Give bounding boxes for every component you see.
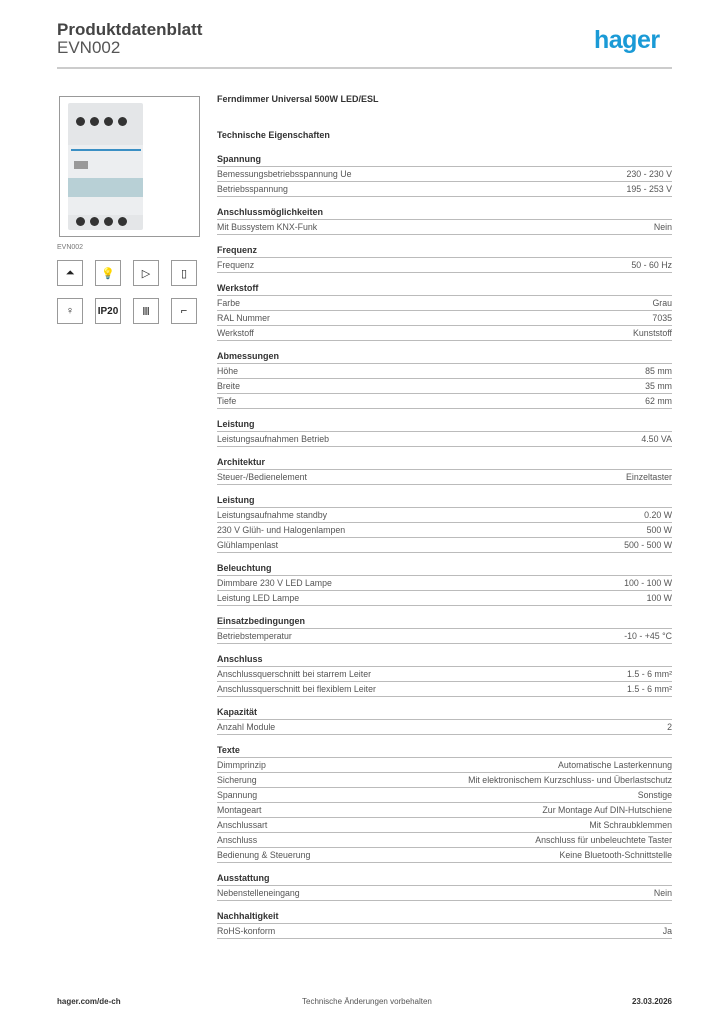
energy-saving-lamp-icon: ▯ xyxy=(171,260,197,286)
spec-value: 2 xyxy=(667,722,672,732)
spec-label: Anschluss xyxy=(217,835,258,845)
spec-value: 85 mm xyxy=(645,366,672,376)
spec-label: Bedienung & Steuerung xyxy=(217,850,311,860)
section-title: Nachhaltigkeit xyxy=(217,909,672,924)
spec-section xyxy=(217,455,672,485)
spec-value: 0.20 W xyxy=(644,510,672,520)
footer-date: 23.03.2026 xyxy=(631,997,672,1006)
spec-value: -10 - +45 °C xyxy=(624,631,672,641)
spec-value: Einzeltaster xyxy=(626,472,672,482)
spec-label: Anschlussart xyxy=(217,820,268,830)
section-title: Texte xyxy=(217,743,672,758)
spec-row xyxy=(217,508,672,523)
spec-value: 4.50 VA xyxy=(641,434,672,444)
spec-row xyxy=(217,667,672,682)
spec-value: 100 - 100 W xyxy=(624,578,672,588)
spec-value: Grau xyxy=(652,298,672,308)
product-title: Ferndimmer Universal 500W LED/ESL xyxy=(217,94,379,104)
spec-section xyxy=(217,652,672,697)
spec-section xyxy=(217,205,672,235)
spec-row xyxy=(217,576,672,591)
spec-row xyxy=(217,379,672,394)
spec-value: 50 - 60 Hz xyxy=(631,260,672,270)
spec-row xyxy=(217,167,672,182)
section-title: Werkstoff xyxy=(217,281,672,296)
spec-row xyxy=(217,773,672,788)
spec-value: 35 mm xyxy=(645,381,672,391)
spec-label: Bemessungsbetriebsspannung Ue xyxy=(217,169,352,179)
spec-row xyxy=(217,788,672,803)
spec-value: Keine Bluetooth-Schnittstelle xyxy=(559,850,672,860)
spec-section xyxy=(217,614,672,644)
spec-row xyxy=(217,886,672,901)
ip20-icon: IP20 xyxy=(95,298,121,324)
footer-note: Technische Änderungen vorbehalten xyxy=(302,997,432,1006)
spec-label: Anzahl Module xyxy=(217,722,276,732)
spec-section xyxy=(217,743,672,863)
spec-label: Glühlampenlast xyxy=(217,540,279,550)
spec-value: 7035 xyxy=(652,313,672,323)
spec-label: Anschlussquerschnitt bei starrem Leiter xyxy=(217,669,372,679)
spec-value: Nein xyxy=(653,222,672,232)
image-caption: EVN002 xyxy=(57,244,84,251)
spec-value: Nein xyxy=(653,888,672,898)
spec-label: Spannung xyxy=(217,790,258,800)
spec-value: Zur Montage Auf DIN-Hutschiene xyxy=(542,805,672,815)
spec-row xyxy=(217,833,672,848)
section-title: Abmessungen xyxy=(217,349,672,364)
section-title: Leistung xyxy=(217,417,672,432)
spec-row xyxy=(217,629,672,644)
spec-label: RoHS-konform xyxy=(217,926,276,936)
spec-value: Kunststoff xyxy=(633,328,672,338)
spec-label: Betriebsspannung xyxy=(217,184,288,194)
transformer-icon: ▷ xyxy=(133,260,159,286)
spec-label: Montageart xyxy=(217,805,262,815)
spec-row xyxy=(217,364,672,379)
spec-row xyxy=(217,758,672,773)
spec-row xyxy=(217,523,672,538)
spec-section xyxy=(217,417,672,447)
spec-label: Leistungsaufnahme standby xyxy=(217,510,328,520)
spec-label: RAL Nummer xyxy=(217,313,270,323)
spec-value: Mit Schraubklemmen xyxy=(589,820,672,830)
hager-logo: hager xyxy=(594,26,660,54)
spec-label: Leistung LED Lampe xyxy=(217,593,300,603)
section-title: Beleuchtung xyxy=(217,561,672,576)
device-illustration xyxy=(68,103,143,230)
spec-section xyxy=(217,705,672,735)
section-title: Ausstattung xyxy=(217,871,672,886)
ceiling-lamp-icon: ⏶ xyxy=(57,260,83,286)
spec-label: 230 V Glüh- und Halogenlampen xyxy=(217,525,346,535)
spec-row xyxy=(217,470,672,485)
spec-row xyxy=(217,311,672,326)
product-image xyxy=(59,96,200,237)
spec-section xyxy=(217,152,672,197)
section-title: Anschluss xyxy=(217,652,672,667)
section-title: Anschlussmöglichkeiten xyxy=(217,205,672,220)
spec-label: Betriebstemperatur xyxy=(217,631,292,641)
spec-label: Farbe xyxy=(217,298,240,308)
electronic-transformer-icon: Ⅲ xyxy=(133,298,159,324)
spec-value: Sonstige xyxy=(637,790,672,800)
spec-row xyxy=(217,182,672,197)
spec-row xyxy=(217,538,672,553)
push-button-icon: ⌐ xyxy=(171,298,197,324)
spec-row xyxy=(217,848,672,863)
spec-row xyxy=(217,258,672,273)
spec-row xyxy=(217,803,672,818)
spec-row xyxy=(217,432,672,447)
halogen-bulb-icon: 💡 xyxy=(95,260,121,286)
spec-row xyxy=(217,720,672,735)
section-title: Kapazität xyxy=(217,705,672,720)
tech-title: Technische Eigenschaften xyxy=(217,130,330,140)
spec-section xyxy=(217,243,672,273)
spec-value: 1.5 - 6 mm² xyxy=(627,684,672,694)
spec-value: 500 - 500 W xyxy=(624,540,672,550)
spec-label: Breite xyxy=(217,381,240,391)
spec-value: Automatische Lasterkennung xyxy=(558,760,672,770)
header-divider xyxy=(57,67,672,69)
spec-row xyxy=(217,326,672,341)
spec-label: Sicherung xyxy=(217,775,257,785)
spec-label: Steuer-/Bedienelement xyxy=(217,472,307,482)
spec-value: Ja xyxy=(662,926,672,936)
spec-value: Anschluss für unbeleuchtete Taster xyxy=(535,835,672,845)
spec-label: Dimmbare 230 V LED Lampe xyxy=(217,578,332,588)
spec-row xyxy=(217,924,672,939)
page-title: Produktdatenblatt xyxy=(57,20,203,39)
section-title: Leistung xyxy=(217,493,672,508)
spec-section xyxy=(217,493,672,553)
section-title: Einsatzbedingungen xyxy=(217,614,672,629)
spec-value: 100 W xyxy=(646,593,672,603)
spec-label: Leistungsaufnahmen Betrieb xyxy=(217,434,329,444)
bulb-icon: ♀ xyxy=(57,298,83,324)
spec-label: Werkstoff xyxy=(217,328,254,338)
spec-label: Höhe xyxy=(217,366,239,376)
spec-section xyxy=(217,281,672,341)
spec-section xyxy=(217,909,672,939)
spec-label: Dimmprinzip xyxy=(217,760,266,770)
article-number: EVN002 xyxy=(57,38,121,57)
spec-label: Frequenz xyxy=(217,260,255,270)
spec-value: 195 - 253 V xyxy=(626,184,672,194)
spec-section xyxy=(217,561,672,606)
spec-value: Mit elektronischem Kurzschluss- und Überlastschutz xyxy=(468,775,672,785)
spec-row xyxy=(217,591,672,606)
section-title: Spannung xyxy=(217,152,672,167)
spec-label: Tiefe xyxy=(217,396,237,406)
footer-website[interactable]: hager.com/de-ch xyxy=(57,997,121,1006)
section-title: Architektur xyxy=(217,455,672,470)
spec-label: Anschlussquerschnitt bei flexiblem Leiter xyxy=(217,684,376,694)
spec-row xyxy=(217,220,672,235)
spec-value: 1.5 - 6 mm² xyxy=(627,669,672,679)
spec-row xyxy=(217,818,672,833)
spec-section xyxy=(217,871,672,901)
feature-icons xyxy=(57,260,197,324)
spec-value: 230 - 230 V xyxy=(626,169,672,179)
spec-label: Nebenstelleneingang xyxy=(217,888,300,898)
spec-section xyxy=(217,349,672,409)
spec-row xyxy=(217,682,672,697)
spec-row xyxy=(217,394,672,409)
section-title: Frequenz xyxy=(217,243,672,258)
spec-label: Mit Bussystem KNX-Funk xyxy=(217,222,318,232)
spec-row xyxy=(217,296,672,311)
spec-table xyxy=(217,92,672,939)
spec-value: 62 mm xyxy=(645,396,672,406)
spec-value: 500 W xyxy=(646,525,672,535)
